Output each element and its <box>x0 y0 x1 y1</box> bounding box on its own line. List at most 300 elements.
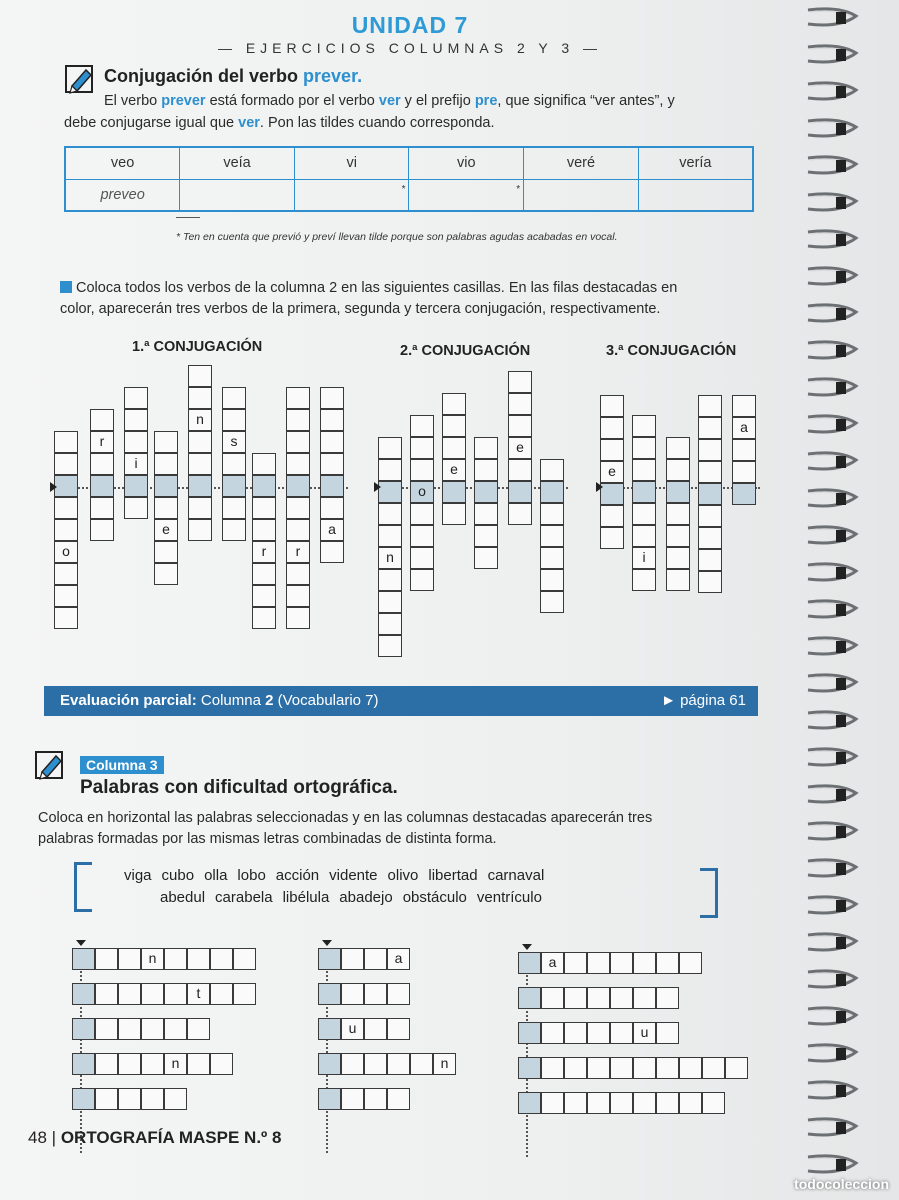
letter-box[interactable] <box>54 497 78 519</box>
letter-box[interactable] <box>188 387 212 409</box>
letter-box[interactable] <box>364 1053 387 1075</box>
letter-box[interactable] <box>90 497 114 519</box>
word-bank-item: olivo <box>387 867 419 884</box>
letter-box[interactable] <box>118 983 141 1005</box>
table-cell: veía <box>180 147 295 179</box>
word-bank-item: acción <box>275 867 320 884</box>
letter-box[interactable] <box>286 519 310 541</box>
letter-box[interactable] <box>252 563 276 585</box>
letter-box[interactable] <box>518 1092 541 1114</box>
letter-box[interactable] <box>600 417 624 439</box>
spiral-ring-icon <box>800 191 860 213</box>
letter-box[interactable] <box>286 585 310 607</box>
word-bank-item: obstáculo <box>402 889 467 906</box>
letter-box[interactable] <box>54 431 78 453</box>
letter-box[interactable] <box>632 415 656 437</box>
letter-box[interactable] <box>600 483 624 505</box>
watermark: todocoleccion <box>794 1176 889 1192</box>
letter-box[interactable] <box>732 395 756 417</box>
letter-box[interactable] <box>286 453 310 475</box>
letter-box[interactable] <box>387 983 410 1005</box>
letter-box[interactable] <box>341 1053 364 1075</box>
letter-box[interactable] <box>410 1053 433 1075</box>
letter-box[interactable] <box>410 415 434 437</box>
letter-box[interactable] <box>164 1018 187 1040</box>
letter-box[interactable] <box>378 635 402 657</box>
letter-box[interactable] <box>541 987 564 1009</box>
spiral-ring-icon <box>800 413 860 435</box>
letter-box[interactable] <box>188 431 212 453</box>
letter-box[interactable] <box>164 983 187 1005</box>
letter-box[interactable] <box>387 1018 410 1040</box>
letter-box[interactable] <box>378 569 402 591</box>
spiral-ring-icon <box>800 1079 860 1101</box>
letter-box[interactable] <box>124 409 148 431</box>
letter-box[interactable] <box>188 453 212 475</box>
letter-box[interactable] <box>222 475 246 497</box>
letter-box[interactable] <box>124 431 148 453</box>
row-arrow-icon <box>50 482 57 492</box>
letter-box[interactable] <box>54 607 78 629</box>
letter-box[interactable] <box>610 1022 633 1044</box>
eval-page-link[interactable]: ► página 61 <box>661 692 746 709</box>
letter-box[interactable] <box>564 1092 587 1114</box>
letter-box[interactable] <box>341 1088 364 1110</box>
letter-box[interactable] <box>72 983 95 1005</box>
spiral-ring-icon <box>800 339 860 361</box>
letter-box[interactable] <box>124 497 148 519</box>
word-bank-item: carabela <box>215 889 273 906</box>
spiral-ring-icon <box>800 894 860 916</box>
letter-box[interactable]: r <box>252 541 276 563</box>
letter-box[interactable] <box>154 497 178 519</box>
spiral-ring-icon <box>800 117 860 139</box>
word-bank-item: ventrículo <box>476 889 542 906</box>
answer-cell[interactable] <box>524 179 639 211</box>
letter-box[interactable] <box>72 1018 95 1040</box>
letter-box[interactable] <box>286 431 310 453</box>
letter-box[interactable] <box>320 387 344 409</box>
letter-box[interactable] <box>90 475 114 497</box>
letter-box[interactable] <box>600 527 624 549</box>
letter-box[interactable] <box>95 1053 118 1075</box>
letter-box[interactable] <box>141 1053 164 1075</box>
letter-box[interactable] <box>508 459 532 481</box>
letter-box[interactable] <box>633 1057 656 1079</box>
letter-box[interactable] <box>698 395 722 417</box>
letter-box[interactable]: u <box>633 1022 656 1044</box>
letter-box[interactable] <box>54 585 78 607</box>
letter-box[interactable] <box>124 387 148 409</box>
letter-box[interactable] <box>252 607 276 629</box>
eval-column-number: 2 <box>265 692 274 709</box>
spiral-ring-icon <box>800 709 860 731</box>
letter-box[interactable] <box>364 1018 387 1040</box>
letter-box[interactable] <box>90 519 114 541</box>
letter-box[interactable] <box>666 525 690 547</box>
page-footer <box>28 1128 281 1148</box>
row-arrow-icon <box>374 482 381 492</box>
letter-box[interactable] <box>222 453 246 475</box>
letter-box[interactable] <box>540 459 564 481</box>
letter-box[interactable] <box>540 547 564 569</box>
table-row <box>65 179 753 211</box>
letter-box[interactable]: e <box>600 461 624 483</box>
letter-box[interactable] <box>508 503 532 525</box>
letter-box[interactable]: n <box>378 547 402 569</box>
letter-box[interactable] <box>540 591 564 613</box>
letter-box[interactable] <box>286 607 310 629</box>
letter-box[interactable] <box>610 1092 633 1114</box>
letter-box[interactable]: a <box>320 519 344 541</box>
letter-box[interactable] <box>141 983 164 1005</box>
letter-box[interactable] <box>587 1022 610 1044</box>
letter-box[interactable]: o <box>410 481 434 503</box>
letter-box[interactable] <box>656 1022 679 1044</box>
letter-box[interactable] <box>378 481 402 503</box>
letter-box[interactable] <box>666 547 690 569</box>
letter-box[interactable] <box>442 415 466 437</box>
letter-box[interactable] <box>154 431 178 453</box>
spiral-ring-icon <box>800 857 860 879</box>
letter-box[interactable] <box>442 393 466 415</box>
letter-box[interactable] <box>118 1088 141 1110</box>
letter-box[interactable] <box>364 1088 387 1110</box>
letter-box[interactable] <box>95 948 118 970</box>
letter-box[interactable] <box>188 365 212 387</box>
letter-box[interactable] <box>666 437 690 459</box>
letter-box[interactable] <box>72 948 95 970</box>
footnote-text: Ten en cuenta que previó y preví llevan tilde porque son palabras agudas acabadas en vocal. <box>183 231 618 243</box>
letter-box[interactable] <box>188 497 212 519</box>
letter-box[interactable] <box>508 481 532 503</box>
letter-box[interactable] <box>698 505 722 527</box>
letter-box[interactable] <box>442 481 466 503</box>
letter-box[interactable] <box>95 983 118 1005</box>
letter-box[interactable] <box>600 439 624 461</box>
answer-cell[interactable] <box>294 179 409 211</box>
letter-box[interactable] <box>632 459 656 481</box>
letter-box[interactable] <box>54 453 78 475</box>
letter-box[interactable] <box>541 1092 564 1114</box>
letter-box[interactable] <box>600 505 624 527</box>
letter-box[interactable] <box>587 987 610 1009</box>
letter-box[interactable] <box>633 987 656 1009</box>
letter-box[interactable]: n <box>141 948 164 970</box>
letter-box[interactable] <box>702 1057 725 1079</box>
letter-box[interactable] <box>95 1018 118 1040</box>
letter-box[interactable] <box>90 453 114 475</box>
letter-box[interactable] <box>252 497 276 519</box>
letter-box[interactable] <box>518 987 541 1009</box>
letter-box[interactable] <box>732 439 756 461</box>
section3-intro-line2: palabras formadas por las mismas letras combinadas de distinta forma. <box>38 831 497 847</box>
word-bank-item: abedul <box>160 889 206 906</box>
letter-box[interactable] <box>702 1092 725 1114</box>
letter-box[interactable] <box>410 437 434 459</box>
letter-box[interactable] <box>378 503 402 525</box>
letter-box[interactable]: s <box>222 431 246 453</box>
letter-box[interactable] <box>320 431 344 453</box>
letter-box[interactable] <box>679 1092 702 1114</box>
letter-box[interactable] <box>540 481 564 503</box>
letter-box[interactable] <box>587 1057 610 1079</box>
letter-box[interactable] <box>286 409 310 431</box>
letter-box[interactable] <box>222 497 246 519</box>
letter-box[interactable] <box>364 983 387 1005</box>
letter-box[interactable] <box>387 1053 410 1075</box>
letter-box[interactable] <box>233 948 256 970</box>
letter-box[interactable]: a <box>732 417 756 439</box>
intro-run: debe conjugarse igual que <box>64 115 239 131</box>
letter-box[interactable]: a <box>541 952 564 974</box>
letter-box[interactable] <box>610 987 633 1009</box>
answer-cell[interactable] <box>638 179 753 211</box>
letter-box[interactable] <box>378 459 402 481</box>
letter-box[interactable] <box>222 387 246 409</box>
letter-box[interactable] <box>188 475 212 497</box>
letter-box[interactable] <box>252 475 276 497</box>
letter-box[interactable] <box>118 1053 141 1075</box>
eval-label: Evaluación parcial: <box>60 692 197 709</box>
letter-box[interactable] <box>410 547 434 569</box>
letter-box[interactable] <box>564 987 587 1009</box>
letter-box[interactable] <box>378 525 402 547</box>
letter-box[interactable] <box>187 948 210 970</box>
letter-box[interactable]: t <box>187 983 210 1005</box>
letter-box[interactable] <box>442 503 466 525</box>
letter-box[interactable] <box>318 1053 341 1075</box>
letter-box[interactable] <box>474 459 498 481</box>
letter-box[interactable] <box>587 1092 610 1114</box>
letter-box[interactable] <box>320 541 344 563</box>
letter-box[interactable] <box>666 459 690 481</box>
letter-box[interactable] <box>187 1018 210 1040</box>
letter-box[interactable] <box>656 1092 679 1114</box>
heading-third-conjugation: 3.ª CONJUGACIÓN <box>606 343 737 359</box>
letter-box[interactable] <box>666 569 690 591</box>
letter-box[interactable] <box>732 461 756 483</box>
letter-box[interactable] <box>233 983 256 1005</box>
letter-box[interactable] <box>633 1092 656 1114</box>
spiral-ring-icon <box>800 1005 860 1027</box>
letter-box[interactable] <box>610 952 633 974</box>
letter-box[interactable] <box>187 1053 210 1075</box>
letter-box[interactable] <box>378 591 402 613</box>
spiral-ring-icon <box>800 524 860 546</box>
eval-text-b: (Vocabulario 7) <box>273 692 379 709</box>
letter-box[interactable] <box>698 527 722 549</box>
letter-box[interactable] <box>252 519 276 541</box>
letter-box[interactable] <box>666 481 690 503</box>
letter-box[interactable] <box>518 1057 541 1079</box>
partial-evaluation-bar[interactable] <box>44 686 758 716</box>
letter-box[interactable] <box>474 547 498 569</box>
letter-box[interactable] <box>656 1057 679 1079</box>
letter-box[interactable] <box>387 1088 410 1110</box>
heading-first-conjugation: 1.ª CONJUGACIÓN <box>132 339 263 355</box>
answer-cell[interactable] <box>180 179 295 211</box>
intro-run: El verbo <box>104 93 162 109</box>
letter-box[interactable] <box>341 948 364 970</box>
letter-box[interactable]: r <box>90 431 114 453</box>
letter-box[interactable] <box>442 437 466 459</box>
letter-box[interactable] <box>632 503 656 525</box>
letter-box[interactable] <box>286 475 310 497</box>
spiral-ring-icon <box>800 1153 860 1175</box>
letter-box[interactable] <box>320 453 344 475</box>
letter-box[interactable]: n <box>188 409 212 431</box>
spiral-ring-icon <box>800 376 860 398</box>
letter-box[interactable] <box>54 563 78 585</box>
letter-box[interactable] <box>610 1057 633 1079</box>
letter-box[interactable] <box>154 541 178 563</box>
letter-box[interactable] <box>632 437 656 459</box>
letter-box[interactable] <box>410 503 434 525</box>
letter-box[interactable] <box>541 1022 564 1044</box>
letter-box[interactable] <box>286 387 310 409</box>
letter-box[interactable] <box>474 525 498 547</box>
letter-box[interactable] <box>118 1018 141 1040</box>
letter-box[interactable] <box>725 1057 748 1079</box>
letter-box[interactable] <box>540 503 564 525</box>
table-cell: veo <box>65 147 180 179</box>
letter-box[interactable] <box>656 987 679 1009</box>
letter-box[interactable] <box>188 519 212 541</box>
letter-box[interactable] <box>410 525 434 547</box>
letter-box[interactable] <box>54 519 78 541</box>
letter-box[interactable] <box>410 569 434 591</box>
letter-box[interactable] <box>252 453 276 475</box>
letter-box[interactable] <box>318 983 341 1005</box>
letter-box[interactable] <box>656 952 679 974</box>
letter-box[interactable] <box>54 475 78 497</box>
letter-box[interactable] <box>320 475 344 497</box>
letter-box[interactable] <box>118 948 141 970</box>
letter-box[interactable] <box>286 497 310 519</box>
letter-box[interactable] <box>318 1088 341 1110</box>
letter-box[interactable] <box>318 1018 341 1040</box>
letter-box[interactable] <box>210 1053 233 1075</box>
letter-box[interactable] <box>90 409 114 431</box>
letter-box[interactable] <box>364 948 387 970</box>
answer-cell[interactable] <box>409 179 524 211</box>
letter-box[interactable]: n <box>433 1053 456 1075</box>
letter-box[interactable] <box>632 525 656 547</box>
letter-box[interactable] <box>518 952 541 974</box>
letter-box[interactable]: e <box>508 437 532 459</box>
letter-box[interactable] <box>124 475 148 497</box>
unit-subtitle: — EJERCICIOS COLUMNAS 2 Y 3 — <box>217 40 603 56</box>
letter-box[interactable] <box>72 1088 95 1110</box>
letter-box[interactable] <box>474 437 498 459</box>
letter-box[interactable]: n <box>164 1053 187 1075</box>
letter-box[interactable]: e <box>154 519 178 541</box>
letter-box[interactable] <box>698 549 722 571</box>
letter-box[interactable] <box>222 519 246 541</box>
letter-box[interactable] <box>154 563 178 585</box>
letter-box[interactable] <box>222 409 246 431</box>
letter-box[interactable] <box>410 459 434 481</box>
letter-box[interactable] <box>564 952 587 974</box>
letter-box[interactable] <box>378 613 402 635</box>
letter-box[interactable] <box>164 948 187 970</box>
word-bank-bracket-right <box>700 868 718 918</box>
letter-box[interactable] <box>210 983 233 1005</box>
letter-box[interactable] <box>210 948 233 970</box>
letter-box[interactable] <box>698 439 722 461</box>
conjugation-table <box>64 146 754 212</box>
letter-box[interactable]: r <box>286 541 310 563</box>
letter-box[interactable] <box>679 1057 702 1079</box>
letter-box[interactable] <box>587 952 610 974</box>
letter-box[interactable] <box>508 371 532 393</box>
letter-box[interactable] <box>378 437 402 459</box>
letter-box[interactable] <box>154 475 178 497</box>
letter-box[interactable] <box>474 503 498 525</box>
letter-box[interactable] <box>508 393 532 415</box>
letter-box[interactable] <box>95 1088 118 1110</box>
letter-box[interactable] <box>341 983 364 1005</box>
letter-box[interactable] <box>633 952 656 974</box>
letter-box[interactable] <box>72 1053 95 1075</box>
letter-box[interactable] <box>732 483 756 505</box>
letter-box[interactable]: i <box>124 453 148 475</box>
letter-box[interactable]: i <box>632 547 656 569</box>
table-cell: vería <box>638 147 753 179</box>
footnote <box>176 231 618 243</box>
letter-box[interactable] <box>632 481 656 503</box>
table-cell: preveo <box>65 179 180 211</box>
letter-box[interactable] <box>508 415 532 437</box>
letter-box[interactable] <box>564 1057 587 1079</box>
letter-box[interactable] <box>154 453 178 475</box>
word-bank-item: abadejo <box>339 889 393 906</box>
letter-box[interactable] <box>540 525 564 547</box>
letter-box[interactable]: e <box>442 459 466 481</box>
letter-box[interactable] <box>474 481 498 503</box>
letter-box[interactable] <box>286 563 310 585</box>
letter-box[interactable] <box>518 1022 541 1044</box>
letter-box[interactable] <box>252 585 276 607</box>
letter-box[interactable] <box>698 461 722 483</box>
column-arrow-icon <box>76 940 86 946</box>
letter-box[interactable] <box>698 483 722 505</box>
letter-box[interactable] <box>320 409 344 431</box>
letter-box[interactable] <box>141 1018 164 1040</box>
letter-box[interactable] <box>541 1057 564 1079</box>
letter-box[interactable] <box>320 497 344 519</box>
letter-box[interactable] <box>564 1022 587 1044</box>
letter-box[interactable] <box>632 569 656 591</box>
letter-box[interactable] <box>698 417 722 439</box>
letter-box[interactable] <box>600 395 624 417</box>
letter-box[interactable] <box>666 503 690 525</box>
letter-box[interactable]: u <box>341 1018 364 1040</box>
letter-box[interactable] <box>164 1088 187 1110</box>
letter-box[interactable] <box>540 569 564 591</box>
letter-box[interactable]: o <box>54 541 78 563</box>
letter-box[interactable] <box>318 948 341 970</box>
letter-box[interactable]: a <box>387 948 410 970</box>
word-bank-item: vidente <box>329 867 378 884</box>
unit-title: UNIDAD 7 <box>351 12 469 38</box>
letter-box[interactable] <box>698 571 722 593</box>
letter-box[interactable] <box>141 1088 164 1110</box>
spiral-ring-icon <box>800 1116 860 1138</box>
letter-box[interactable] <box>679 952 702 974</box>
spiral-ring-icon <box>800 931 860 953</box>
